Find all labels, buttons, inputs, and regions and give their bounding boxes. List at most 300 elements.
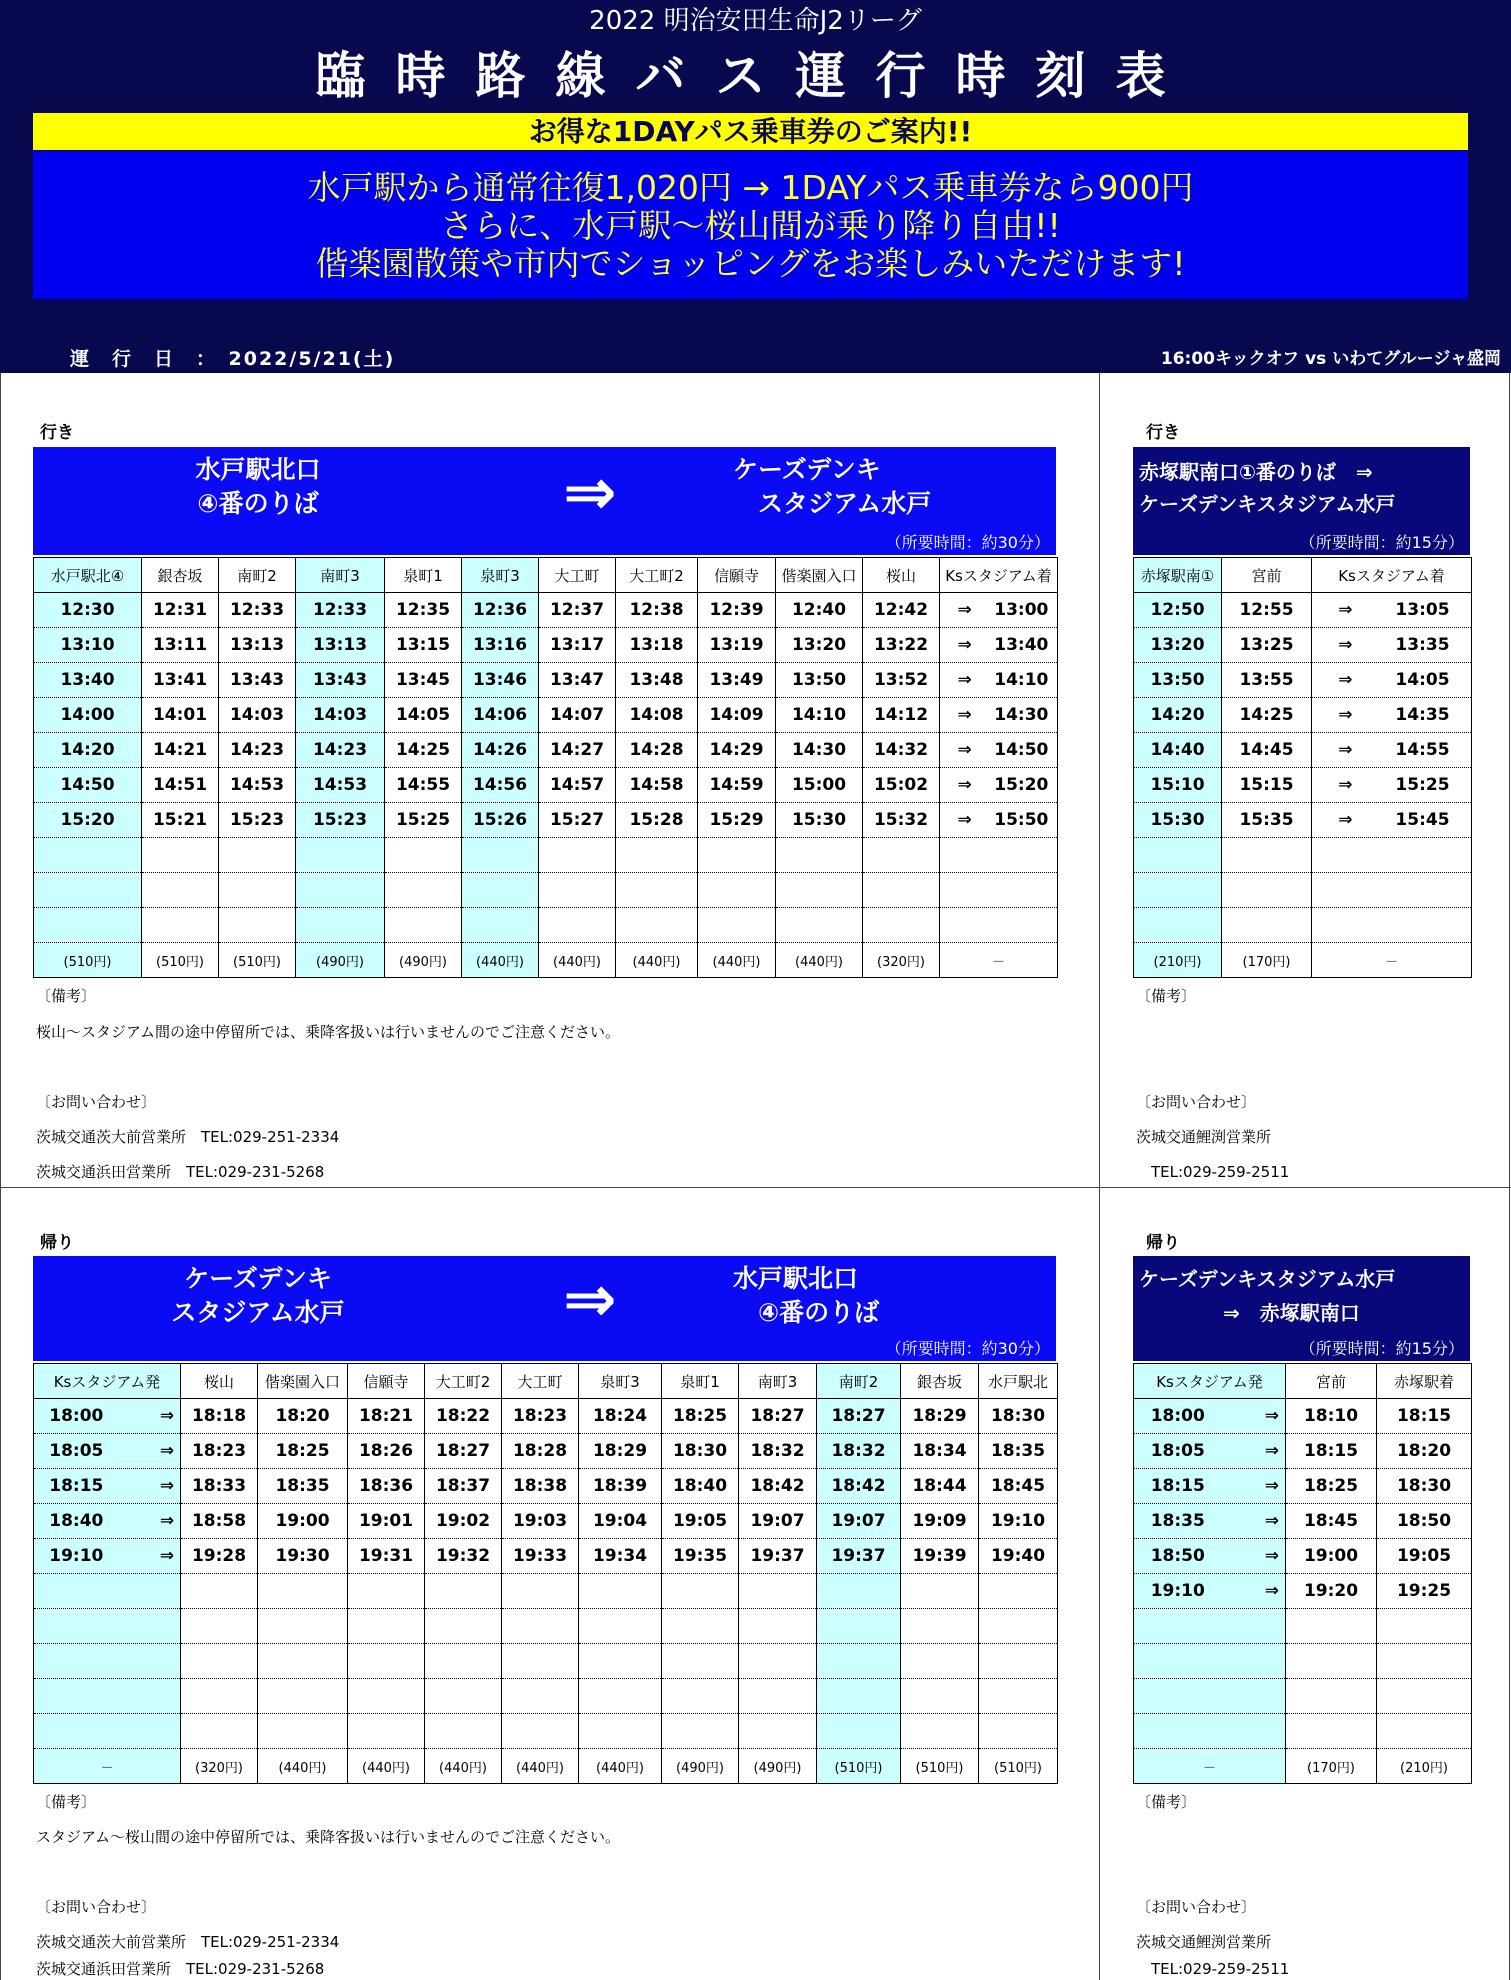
time-cell (1312, 628, 1472, 663)
table-row (34, 1679, 1058, 1714)
time-cell: 15:21 (142, 803, 219, 838)
time-cell: 18:30 (1377, 1469, 1472, 1504)
time-cell (739, 1644, 817, 1679)
table-row (34, 768, 1058, 803)
time-cell (739, 1609, 817, 1644)
time-cell: 19:10 (979, 1504, 1058, 1539)
header-banner (0, 0, 1511, 373)
time-cell (34, 1644, 181, 1679)
fare-cell: (440円) (425, 1749, 502, 1784)
time-value: 15:45 (1395, 810, 1450, 830)
contact-line: 茨城交通浜田営業所 TEL:029-231-5268 (36, 1960, 325, 1978)
time-value: 18:05 (49, 1441, 104, 1461)
time-cell (1222, 873, 1312, 908)
time-cell: 18:29 (901, 1399, 979, 1434)
time-cell (348, 1644, 425, 1679)
time-cell (579, 1714, 662, 1749)
time-cell: 19:35 (662, 1539, 739, 1574)
time-cell: 18:42 (739, 1469, 817, 1504)
arrow-icon: ⇒ (1264, 1441, 1279, 1461)
table-row (34, 1434, 1058, 1469)
time-cell: 14:12 (863, 698, 940, 733)
fare-cell: (490円) (739, 1749, 817, 1784)
time-cell: 14:10 (776, 698, 863, 733)
time-cell: 18:20 (1377, 1434, 1472, 1469)
column-header: 水戸駅北④ (34, 558, 142, 593)
fare-cell: － (34, 1749, 181, 1784)
route-origin: 水戸駅北口 ④番のりば (195, 455, 321, 518)
time-cell: 18:24 (579, 1399, 662, 1434)
time-cell: 15:27 (539, 803, 616, 838)
time-cell: 15:32 (863, 803, 940, 838)
time-cell: 13:45 (385, 663, 462, 698)
time-cell (1134, 1539, 1286, 1574)
section-label: 帰り (1146, 1233, 1180, 1253)
time-cell (258, 1714, 348, 1749)
time-cell (1134, 908, 1222, 943)
time-cell (1312, 663, 1472, 698)
time-value: 14:50 (994, 740, 1049, 760)
table-row (1134, 698, 1472, 733)
duration: （所要時間：約15分） (1299, 533, 1464, 552)
time-cell (1134, 1469, 1286, 1504)
time-cell: 18:25 (1286, 1469, 1377, 1504)
arrow-icon: ⇒ (159, 1546, 175, 1566)
time-cell (1134, 1399, 1286, 1434)
fare-cell: － (1312, 943, 1472, 978)
time-cell: 13:16 (462, 628, 539, 663)
table-row (1134, 1399, 1472, 1434)
time-cell (1312, 908, 1472, 943)
arrow-icon: ⇒ (1264, 1581, 1279, 1601)
time-cell (776, 908, 863, 943)
time-cell (1286, 1679, 1377, 1714)
time-cell (1377, 1609, 1472, 1644)
time-value: 18:00 (49, 1406, 104, 1426)
time-cell (34, 873, 142, 908)
time-cell (502, 1574, 579, 1609)
table-row (1134, 838, 1472, 873)
time-cell: 13:13 (296, 628, 385, 663)
time-cell (940, 733, 1058, 768)
time-cell: 14:23 (219, 733, 296, 768)
time-cell (940, 768, 1058, 803)
time-cell (776, 838, 863, 873)
column-header: Ksスタジアム着 (1312, 558, 1472, 593)
time-cell (502, 1714, 579, 1749)
remarks-text: スタジアム～桜山間の途中停留所では、乗降客扱いは行いませんのでご注意ください。 (36, 1828, 620, 1846)
time-cell: 13:49 (698, 663, 776, 698)
time-cell (616, 908, 698, 943)
arrow-icon: ⇒ (159, 1406, 175, 1426)
time-cell: 18:50 (1377, 1504, 1472, 1539)
time-cell: 13:15 (385, 628, 462, 663)
time-cell: 19:37 (739, 1539, 817, 1574)
arrow-icon: ⇒ (1264, 1546, 1279, 1566)
column-header: 南町3 (739, 1364, 817, 1399)
time-cell: 18:45 (1286, 1504, 1377, 1539)
time-cell: 18:25 (662, 1399, 739, 1434)
time-cell (502, 1644, 579, 1679)
time-cell (698, 838, 776, 873)
remarks-label: 〔備考〕 (1136, 1793, 1197, 1811)
time-cell (662, 1679, 739, 1714)
time-value: 14:55 (1395, 740, 1450, 760)
time-cell: 13:25 (1222, 628, 1312, 663)
arrow-icon: ⇒ (1264, 1476, 1279, 1496)
fare-cell: (490円) (385, 943, 462, 978)
time-cell: 14:00 (34, 698, 142, 733)
duration: （所要時間：約30分） (885, 1339, 1050, 1358)
route-line: ケーズデンキスタジアム水戸 (1139, 1267, 1396, 1291)
table-row (1134, 1539, 1472, 1574)
time-value: 19:10 (1150, 1581, 1205, 1601)
time-cell: 18:35 (258, 1469, 348, 1504)
time-cell: 13:43 (296, 663, 385, 698)
time-cell (1134, 1679, 1286, 1714)
time-cell (739, 1714, 817, 1749)
time-cell: 19:00 (258, 1504, 348, 1539)
time-cell: 14:06 (462, 698, 539, 733)
time-cell: 12:40 (776, 593, 863, 628)
time-cell (979, 1679, 1058, 1714)
contact-line: 茨城交通鯉渕営業所 (1136, 1933, 1272, 1951)
time-cell: 14:59 (698, 768, 776, 803)
time-cell: 14:57 (539, 768, 616, 803)
time-cell: 14:50 (34, 768, 142, 803)
time-cell (1134, 873, 1222, 908)
time-cell: 18:27 (817, 1399, 901, 1434)
time-cell (348, 1609, 425, 1644)
contact-line: 茨城交通浜田営業所 TEL:029-231-5268 (36, 1163, 325, 1181)
time-cell (579, 1679, 662, 1714)
time-cell (34, 1574, 181, 1609)
time-cell: 14:05 (385, 698, 462, 733)
time-cell: 18:40 (662, 1469, 739, 1504)
time-cell (817, 1679, 901, 1714)
time-cell: 14:51 (142, 768, 219, 803)
contact-label: 〔お問い合わせ〕 (36, 1093, 157, 1111)
time-cell (940, 663, 1058, 698)
table-row (1134, 1609, 1472, 1644)
table-row (1134, 1644, 1472, 1679)
time-cell: 18:42 (817, 1469, 901, 1504)
column-header: Ksスタジアム発 (1134, 1364, 1286, 1399)
time-cell: 19:05 (1377, 1539, 1472, 1574)
table-row (34, 1469, 1058, 1504)
arrow-icon: ⇒ (1264, 1511, 1279, 1531)
table-row (1134, 1434, 1472, 1469)
section-label: 行き (40, 423, 74, 443)
time-cell: 12:38 (616, 593, 698, 628)
arrow-icon: ⇒ (1338, 705, 1353, 725)
table-row (1134, 873, 1472, 908)
table-row (1134, 1469, 1472, 1504)
time-cell (181, 1609, 258, 1644)
time-cell: 19:20 (1286, 1574, 1377, 1609)
time-cell: 15:23 (219, 803, 296, 838)
arrow-icon: ⇒ (1338, 810, 1353, 830)
contact-label: 〔お問い合わせ〕 (36, 1898, 157, 1916)
time-cell (219, 873, 296, 908)
duration: （所要時間：約30分） (885, 533, 1050, 552)
time-cell (181, 1644, 258, 1679)
time-cell: 12:39 (698, 593, 776, 628)
section-label: 行き (1146, 423, 1180, 443)
column-header: 赤塚駅着 (1377, 1364, 1472, 1399)
time-cell: 15:02 (863, 768, 940, 803)
route-arrow-icon: ⇒ (563, 456, 617, 530)
arrow-icon: ⇒ (1338, 600, 1353, 620)
time-cell (425, 1574, 502, 1609)
time-cell (1312, 803, 1472, 838)
time-cell: 19:02 (425, 1504, 502, 1539)
route-header (33, 1256, 1056, 1361)
time-cell (901, 1574, 979, 1609)
time-cell (1134, 1714, 1286, 1749)
fare-cell: (170円) (1222, 943, 1312, 978)
time-cell: 12:42 (863, 593, 940, 628)
fare-cell: (440円) (698, 943, 776, 978)
column-header: Ksスタジアム発 (34, 1364, 181, 1399)
time-cell (1312, 873, 1472, 908)
time-cell: 13:48 (616, 663, 698, 698)
arrow-icon: ⇒ (957, 740, 972, 760)
time-cell: 13:22 (863, 628, 940, 663)
time-cell: 19:25 (1377, 1574, 1472, 1609)
time-cell (425, 1644, 502, 1679)
time-value: 14:10 (994, 670, 1049, 690)
time-cell (425, 1609, 502, 1644)
column-header: 偕楽園入口 (776, 558, 863, 593)
time-cell: 18:44 (901, 1469, 979, 1504)
time-cell (1134, 838, 1222, 873)
time-cell: 15:10 (1134, 768, 1222, 803)
time-cell: 14:21 (142, 733, 219, 768)
time-cell: 14:03 (296, 698, 385, 733)
time-cell (1134, 1434, 1286, 1469)
remarks-label: 〔備考〕 (36, 987, 97, 1005)
route-line: ⇒ 赤塚駅南口 (1223, 1301, 1360, 1325)
time-cell: 12:31 (142, 593, 219, 628)
time-cell (34, 1539, 181, 1574)
remarks-label: 〔備考〕 (1136, 987, 1197, 1005)
time-cell (940, 593, 1058, 628)
time-cell (296, 908, 385, 943)
league-name: 2022 明治安田生命J2リーグ (589, 6, 922, 36)
time-cell (1286, 1609, 1377, 1644)
time-cell: 15:20 (34, 803, 142, 838)
time-cell: 19:28 (181, 1539, 258, 1574)
time-cell (34, 1469, 181, 1504)
time-cell: 13:50 (1134, 663, 1222, 698)
time-cell: 14:30 (776, 733, 863, 768)
time-value: 14:30 (994, 705, 1049, 725)
time-cell: 12:33 (219, 593, 296, 628)
arrow-icon: ⇒ (957, 810, 972, 830)
time-cell (1312, 768, 1472, 803)
table-row (34, 1574, 1058, 1609)
time-cell (181, 1679, 258, 1714)
duration: （所要時間：約15分） (1299, 1339, 1464, 1358)
time-value: 15:20 (994, 775, 1049, 795)
contact-line: 茨城交通茨大前営業所 TEL:029-251-2334 (36, 1128, 340, 1146)
time-cell: 13:43 (219, 663, 296, 698)
pass-banner: お得な1DAYパス乗車券のご案内!! (33, 113, 1468, 150)
time-cell: 14:25 (385, 733, 462, 768)
time-cell: 15:15 (1222, 768, 1312, 803)
time-cell: 19:32 (425, 1539, 502, 1574)
table-row (1134, 1679, 1472, 1714)
time-cell (34, 1504, 181, 1539)
table-row (34, 593, 1058, 628)
time-cell (502, 1679, 579, 1714)
table-row (1134, 1574, 1472, 1609)
frame-line (0, 373, 1, 1980)
arrow-icon: ⇒ (957, 600, 972, 620)
column-header: 信願寺 (698, 558, 776, 593)
time-cell (539, 873, 616, 908)
time-cell (425, 1714, 502, 1749)
time-cell (34, 1714, 181, 1749)
time-cell (1222, 838, 1312, 873)
time-cell: 12:55 (1222, 593, 1312, 628)
time-cell (940, 628, 1058, 663)
time-cell: 13:52 (863, 663, 940, 698)
arrow-icon: ⇒ (957, 775, 972, 795)
time-cell: 14:25 (1222, 698, 1312, 733)
time-cell: 13:47 (539, 663, 616, 698)
time-cell: 19:05 (662, 1504, 739, 1539)
time-cell (979, 1644, 1058, 1679)
arrow-icon: ⇒ (957, 635, 972, 655)
time-cell: 15:28 (616, 803, 698, 838)
column-header: 大工町2 (616, 558, 698, 593)
table-row (34, 908, 1058, 943)
time-cell (34, 1679, 181, 1714)
time-cell (462, 838, 539, 873)
fare-cell: (510円) (979, 1749, 1058, 1784)
fare-cell: (320円) (181, 1749, 258, 1784)
time-cell (1286, 1714, 1377, 1749)
time-cell (296, 873, 385, 908)
table-row (34, 1714, 1058, 1749)
time-cell: 19:09 (901, 1504, 979, 1539)
time-value: 18:35 (1150, 1511, 1205, 1531)
time-cell (34, 1399, 181, 1434)
time-cell (901, 1679, 979, 1714)
time-cell: 13:46 (462, 663, 539, 698)
time-cell (863, 873, 940, 908)
time-value: 13:35 (1395, 635, 1450, 655)
column-header: 南町2 (817, 1364, 901, 1399)
time-cell: 19:40 (979, 1539, 1058, 1574)
time-cell: 14:26 (462, 733, 539, 768)
time-cell (34, 1609, 181, 1644)
time-cell (698, 908, 776, 943)
time-cell: 14:53 (219, 768, 296, 803)
arrow-icon: ⇒ (1264, 1406, 1279, 1426)
contact-line: 茨城交通鯉渕営業所 (1136, 1128, 1272, 1146)
arrow-icon: ⇒ (1338, 740, 1353, 760)
time-cell (817, 1714, 901, 1749)
time-cell (901, 1644, 979, 1679)
contact-line: TEL:029-259-2511 (1136, 1960, 1290, 1978)
time-cell (1312, 838, 1472, 873)
time-cell (1134, 1609, 1286, 1644)
table-row (34, 838, 1058, 873)
column-header: 宮前 (1286, 1364, 1377, 1399)
table-row (34, 1609, 1058, 1644)
time-cell: 13:41 (142, 663, 219, 698)
time-cell: 12:35 (385, 593, 462, 628)
contact-line: TEL:029-259-2511 (1136, 1163, 1290, 1181)
time-cell: 18:26 (348, 1434, 425, 1469)
contact-label: 〔お問い合わせ〕 (1136, 1093, 1257, 1111)
time-cell: 18:38 (502, 1469, 579, 1504)
time-cell (1286, 1644, 1377, 1679)
time-cell: 15:00 (776, 768, 863, 803)
time-cell: 12:33 (296, 593, 385, 628)
time-cell (462, 908, 539, 943)
time-cell (616, 873, 698, 908)
time-cell: 13:19 (698, 628, 776, 663)
table-row (1134, 1504, 1472, 1539)
time-cell (539, 908, 616, 943)
route-header (33, 447, 1056, 555)
frame-line (1509, 373, 1510, 1980)
time-value: 19:10 (49, 1546, 104, 1566)
time-cell (142, 873, 219, 908)
column-header: Ksスタジアム着 (940, 558, 1058, 593)
table-row (1134, 593, 1472, 628)
time-cell (348, 1679, 425, 1714)
run-date: 運 行 日 ： 2022/5/21(土) (70, 348, 396, 370)
time-cell: 18:28 (502, 1434, 579, 1469)
time-value: 13:05 (1395, 600, 1450, 620)
time-cell: 14:08 (616, 698, 698, 733)
route-arrow-icon: ⇒ (563, 1263, 617, 1337)
time-cell: 18:33 (181, 1469, 258, 1504)
time-cell (1377, 1644, 1472, 1679)
column-header: 信願寺 (348, 1364, 425, 1399)
time-cell: 15:30 (1134, 803, 1222, 838)
table-row (34, 733, 1058, 768)
time-cell: 19:37 (817, 1539, 901, 1574)
time-cell: 14:20 (34, 733, 142, 768)
time-cell: 18:35 (979, 1434, 1058, 1469)
fare-cell: (490円) (296, 943, 385, 978)
time-cell (940, 838, 1058, 873)
time-cell: 19:33 (502, 1539, 579, 1574)
time-cell (579, 1609, 662, 1644)
time-cell: 19:30 (258, 1539, 348, 1574)
time-cell (1222, 908, 1312, 943)
frame-line (0, 1187, 1511, 1188)
time-cell: 12:36 (462, 593, 539, 628)
time-cell (539, 838, 616, 873)
time-cell (502, 1609, 579, 1644)
time-cell (662, 1644, 739, 1679)
time-cell: 14:07 (539, 698, 616, 733)
route-line: 赤塚駅南口①番のりば ⇒ (1139, 460, 1373, 484)
fare-cell: (510円) (817, 1749, 901, 1784)
time-cell (662, 1574, 739, 1609)
time-value: 14:05 (1395, 670, 1450, 690)
fare-cell: － (1134, 1749, 1286, 1784)
time-cell: 14:58 (616, 768, 698, 803)
table-row (34, 1399, 1058, 1434)
